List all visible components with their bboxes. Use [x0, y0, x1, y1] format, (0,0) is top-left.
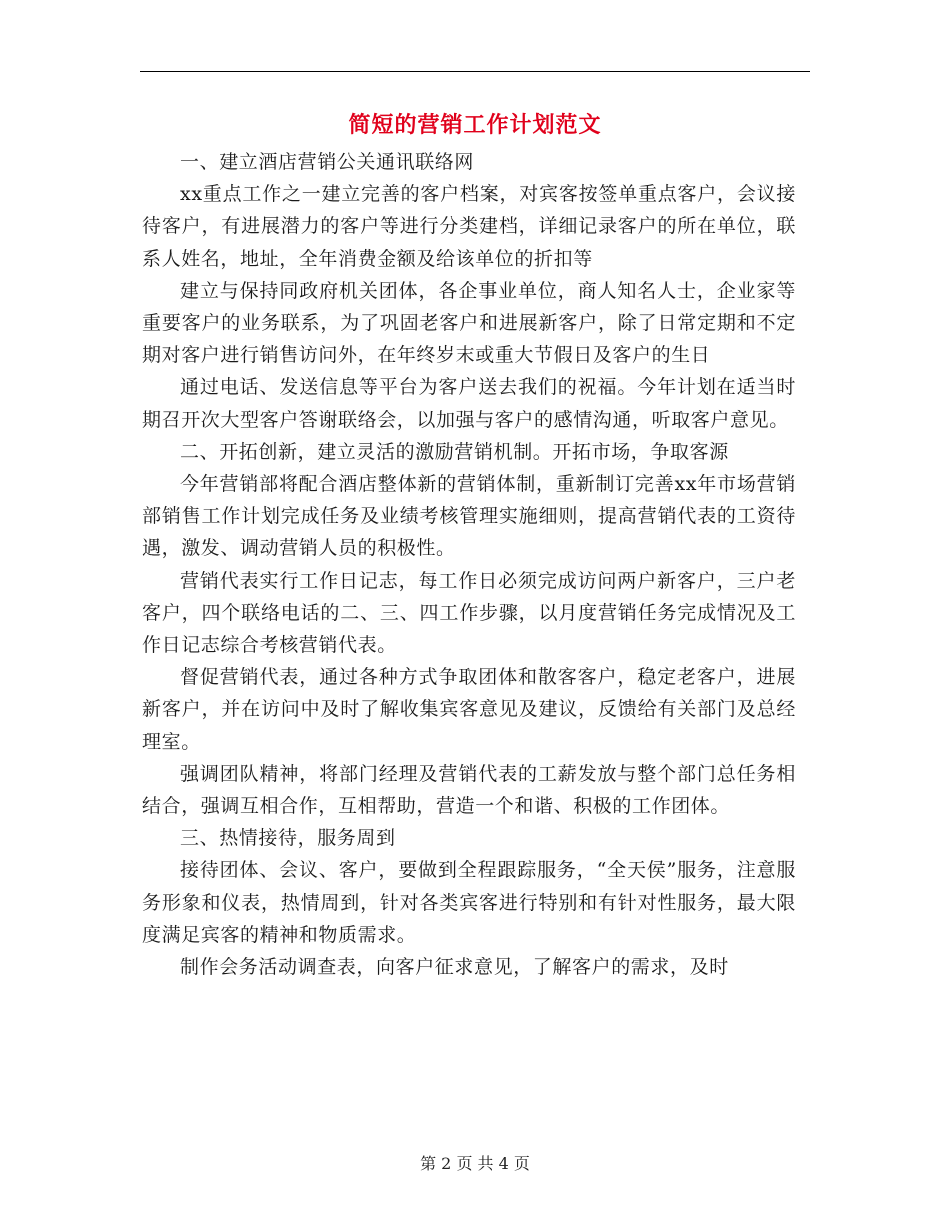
document-title: 简短的营销工作计划范文: [348, 112, 602, 138]
heading-section-3: 三、热情接待，服务周到: [180, 827, 396, 850]
page-footer: 第 2 页 共 4 页: [420, 1154, 530, 1173]
paragraph: 今年营销部将配合酒店整体新的营销体制，重新制订完善xx年市场营销部销售工作计划完成任务及业绩考核管理实施细则，提高营销代表的工资待遇，激发、调动营销人员的积极性。: [142, 473, 796, 560]
heading-section-1: 一、建立酒店营销公关通讯联络网: [180, 151, 475, 173]
paragraph: 制作会务活动调查表，向客户征求意见，了解客户的需求，及时: [180, 956, 729, 979]
paragraph: 建立与保持同政府机关团体，各企事业单位，商人知名人士，企业家等重要客户的业务联系，为了巩固老客户和进展新客户，除了日常定期和不定期对客户进行销售访问外，在年终岁末或重大节假日及客户的生日: [142, 279, 796, 367]
paragraph: 强调团队精神，将部门经理及营销代表的工薪发放与整个部门总任务相结合，强调互相合作，互相帮助，营造一个和谐、积极的工作团体。: [142, 762, 796, 818]
paragraph: 接待团体、会议、客户，要做到全程跟踪服务，“全天侯”服务，注意服务形象和仪表，热情周到，针对各类宾客进行特别和有针对性服务，最大限度满足宾客的精神和物质需求。: [142, 859, 796, 946]
paragraph: 通过电话、发送信息等平台为客户送去我们的祝福。今年计划在适当时期召开次大型客户答谢联络会，以加强与客户的感情沟通，听取客户意见。: [142, 376, 796, 431]
paragraph: xx重点工作之一建立完善的客户档案，对宾客按签单重点客户，会议接待客户，有进展潜力的客户等进行分类建档，详细记录客户的所在单位，联系人姓名，地址，全年消费金额及给该单位的折扣等: [142, 183, 796, 270]
paragraph: 督促营销代表，通过各种方式争取团体和散客客户，稳定老客户，进展新客户，并在访问中及时了解收集宾客意见及建议，反馈给有关部门及总经理室。: [142, 666, 796, 753]
document-body: [142, 146, 796, 983]
paragraph: 营销代表实行工作日记志，每工作日必须完成访问两户新客户，三户老客户，四个联络电话的二、三、四工作步骤，以月度营销任务完成情况及工作日记志综合考核营销代表。: [142, 569, 796, 657]
heading-section-2: 二、开拓创新，建立灵活的激励营销机制。开拓市场，争取客源: [180, 440, 729, 463]
header-rule: [140, 71, 810, 72]
